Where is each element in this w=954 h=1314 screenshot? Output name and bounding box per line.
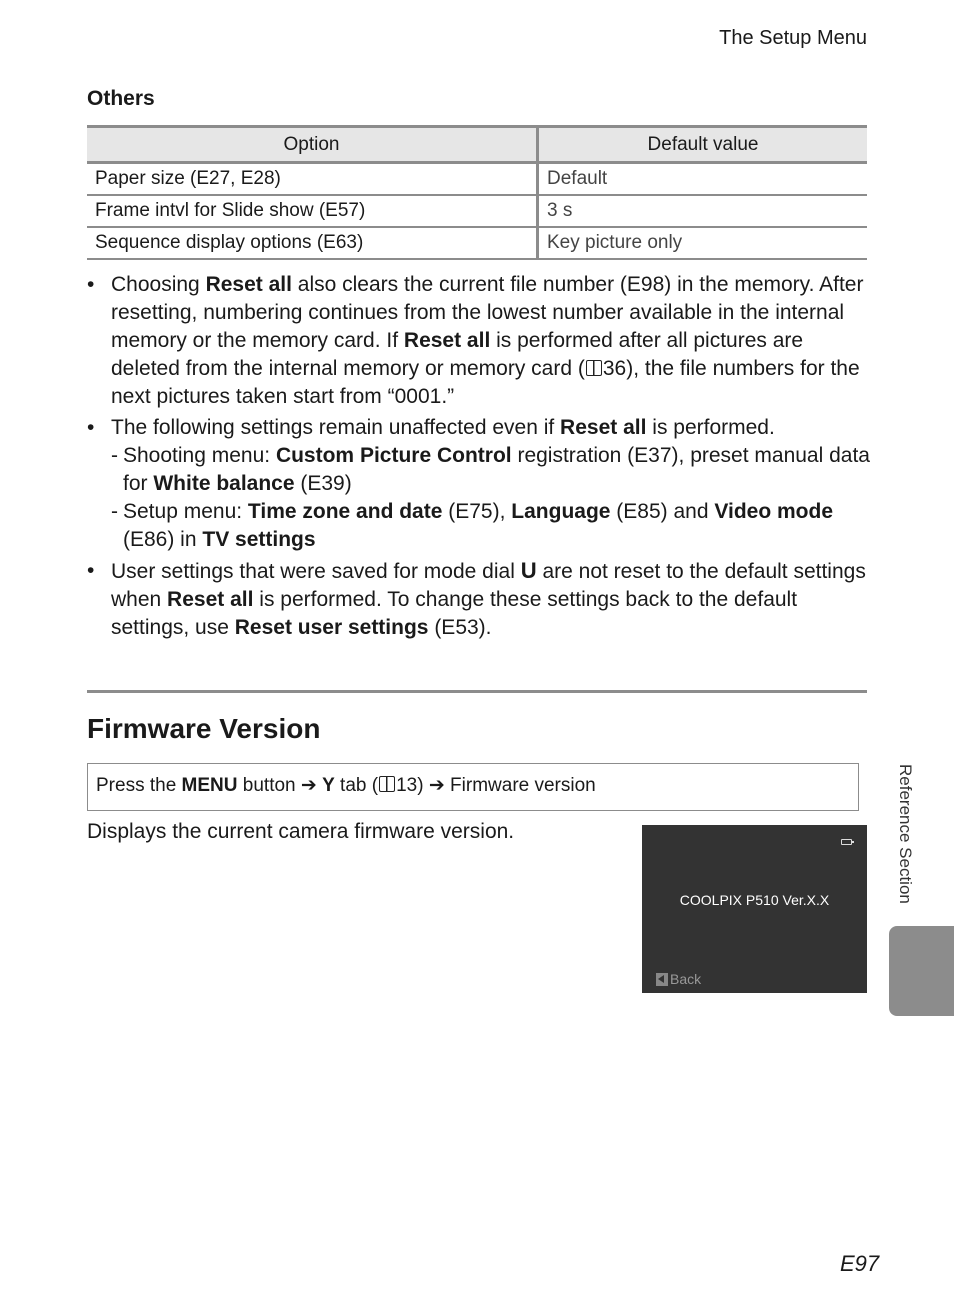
note-bold-term: TV settings <box>202 528 316 551</box>
arrow-right-icon: ➔ <box>428 775 445 796</box>
default-value-cell: Default <box>538 163 868 196</box>
table-row <box>87 227 867 259</box>
table-header-row <box>87 127 867 163</box>
note-bold-term: Custom Picture Control <box>275 444 512 467</box>
note-bold-term: Reset all <box>167 588 254 611</box>
menu-button-icon: MENU <box>181 775 238 796</box>
note-bold-term: Reset user settings <box>234 616 429 639</box>
menu-path-text: tab ( <box>334 775 379 796</box>
note-text: Choosing <box>111 273 206 296</box>
menu-path-text: Firmware version <box>444 775 596 796</box>
back-control <box>656 971 701 987</box>
option-cell: Frame intvl for Slide show (E57) <box>87 195 538 227</box>
note-text: User settings that were saved for mode dial <box>111 560 521 583</box>
note-bold-term: Video mode <box>714 500 834 523</box>
note-unaffected-settings <box>87 414 877 554</box>
note-text: (E39) <box>294 472 352 495</box>
book-reference-icon <box>586 360 602 376</box>
note-text: Shooting menu: <box>123 444 276 467</box>
menu-path-text: Press the <box>96 775 182 796</box>
note-text: ), the file numbers for the next pictures taken start from “0001.” <box>111 357 860 408</box>
column-header-default: Default value <box>538 127 868 163</box>
table-row <box>87 195 867 227</box>
menu-path-text: ) <box>417 775 429 796</box>
note-bold-term: Language <box>511 500 611 523</box>
note-bold-term: Time zone and date <box>247 500 443 523</box>
option-cell: Sequence display options (E63) <box>87 227 538 259</box>
note-bold-term: White balance <box>153 472 295 495</box>
menu-path-text: button <box>237 775 301 796</box>
note-text: registration (E37), preset manual data for <box>123 444 870 495</box>
menu-path-box <box>87 763 859 811</box>
wrench-icon: Y <box>322 775 335 796</box>
section-thumb-tab <box>889 926 954 1016</box>
note-text: is performed after all pictures are deleted from the internal memory or memory card ( <box>111 329 804 380</box>
option-cell: Paper size (E27, E28) <box>87 163 538 196</box>
note-bold-term: Reset all <box>205 273 292 296</box>
sub-item-setup-menu <box>111 498 877 554</box>
page-reference: 13 <box>396 775 418 796</box>
camera-screen-preview <box>642 825 867 993</box>
default-value-cell: Key picture only <box>538 227 868 259</box>
note-user-settings <box>87 557 877 642</box>
unaffected-sublist <box>111 442 877 554</box>
note-text: (E53). <box>428 616 492 639</box>
back-arrow-icon <box>656 973 668 986</box>
running-head: The Setup Menu <box>719 27 867 49</box>
page-number: E97 <box>840 1251 880 1276</box>
note-text: is performed. <box>646 416 775 439</box>
reference-section-label: Reference Section <box>896 764 915 904</box>
others-heading: Others <box>87 87 155 110</box>
table-row <box>87 163 867 196</box>
note-text: also clears the current file number (E98) in the memory. After resetting, numbering continues from the lowest number available in the internal memory or the memory card. If <box>111 273 864 352</box>
note-reset-all <box>87 271 877 411</box>
note-text: is performed. To change these settings back to the default settings, use <box>111 588 798 639</box>
firmware-version-title: Firmware Version <box>87 713 321 744</box>
book-reference-icon <box>379 776 395 792</box>
back-label: Back <box>670 971 702 987</box>
default-value-cell: 3 s <box>538 195 868 227</box>
mode-dial-u-icon: U <box>520 558 537 583</box>
note-bold-term: Reset all <box>403 329 491 352</box>
firmware-version-text: COOLPIX P510 Ver.X.X <box>679 892 830 908</box>
arrow-right-icon: ➔ <box>300 775 317 796</box>
note-text: (E86) in <box>123 528 203 551</box>
note-text: are not reset to the default settings when <box>111 560 866 611</box>
note-text: (E85) and <box>610 500 715 523</box>
battery-icon <box>841 839 852 845</box>
column-header-option: Option <box>87 127 538 163</box>
section-divider <box>87 690 867 693</box>
sub-item-shooting-menu <box>111 442 877 498</box>
note-text: The following settings remain unaffected even if <box>111 416 561 439</box>
note-bold-term: Reset all <box>560 416 647 439</box>
notes-list <box>87 271 877 645</box>
firmware-description: Displays the current camera firmware version. <box>87 820 515 843</box>
defaults-table <box>87 125 867 260</box>
page-reference: 36 <box>602 357 627 380</box>
note-text: Setup menu: <box>123 500 248 523</box>
note-text: (E75), <box>442 500 512 523</box>
